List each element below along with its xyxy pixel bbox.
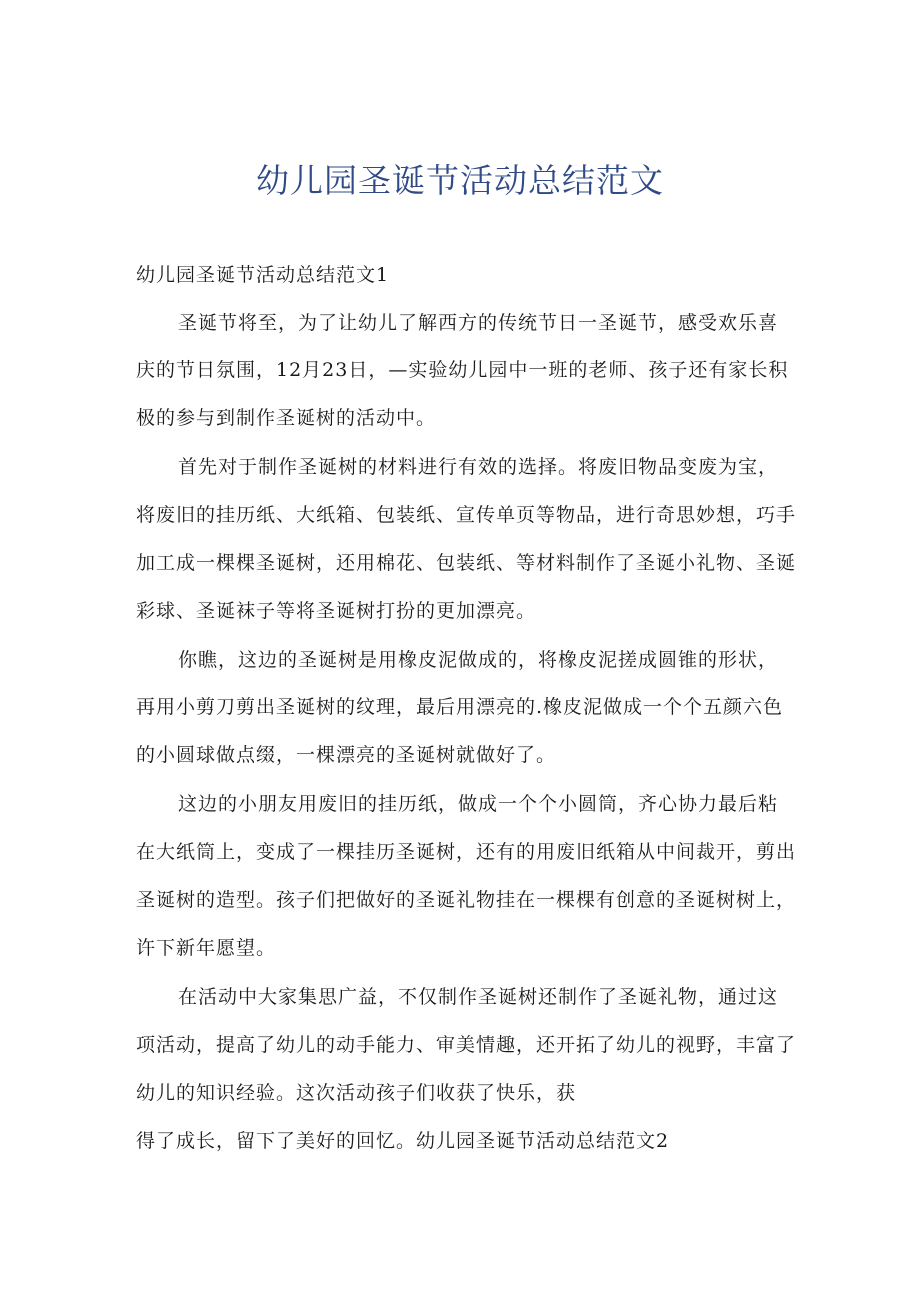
paragraph-5-line-3: 幼儿的知识经验。这次活动孩子们收获了快乐，获 <box>136 1082 577 1104</box>
paragraph-4-line-4: 许下新年愿望。 <box>136 937 277 959</box>
document-title: 幼儿园圣诞节活动总结范文 <box>256 161 664 200</box>
paragraph-1-line-2: 庆的节日氛围，12月23日，—实验幼儿园中一班的老师、孩子还有家长积 <box>136 359 789 381</box>
paragraph-2-line-1: 首先对于制作圣诞树的材料进行有效的选择。将废旧物品变废为宝， <box>178 456 779 478</box>
paragraph-2-line-2: 将废旧的挂历纸、大纸箱、包装纸、宣传单页等物品，进行奇思妙想，巧手 <box>136 504 797 526</box>
paragraph-4-line-3: 圣诞树的造型。孩子们把做好的圣诞礼物挂在一棵棵有创意的圣诞树树上， <box>136 889 797 911</box>
paragraph-2-line-4: 彩球、圣诞袜子等将圣诞树打扮的更加漂亮。 <box>136 600 537 622</box>
paragraph-3-line-2: 再用小剪刀剪出圣诞树的纹理，最后用漂亮的.橡皮泥做成一个个五颜六色 <box>136 696 784 718</box>
paragraph-5-line-4: 得了成长，留下了美好的回忆。幼儿园圣诞节活动总结范文2 <box>136 1130 670 1152</box>
paragraph-1-line-1: 圣诞节将至，为了让幼儿了解西方的传统节日一圣诞节，感受欢乐喜 <box>178 312 779 334</box>
paragraph-3-line-1: 你瞧，这边的圣诞树是用橡皮泥做成的，将橡皮泥搓成圆锥的形状， <box>178 649 779 671</box>
paragraph-1-line-3: 极的参与到制作圣诞树的活动中。 <box>136 407 437 429</box>
paragraph-5-line-1: 在活动中大家集思广益，不仅制作圣诞树还制作了圣诞礼物，通过这 <box>178 986 779 1008</box>
paragraph-4-line-1: 这边的小朋友用废旧的挂历纸，做成一个个小圆筒，齐心协力最后粘 <box>178 793 779 815</box>
paragraph-5-line-2: 项活动，提高了幼儿的动手能力、审美情趣，还开拓了幼儿的视野，丰富了 <box>136 1034 797 1056</box>
paragraph-2-line-3: 加工成一棵棵圣诞树，还用棉花、包装纸、等材料制作了圣诞小礼物、圣诞 <box>136 552 797 574</box>
section-heading: 幼儿园圣诞节活动总结范文1 <box>136 264 390 286</box>
paragraph-4-line-2: 在大纸筒上，变成了一棵挂历圣诞树，还有的用废旧纸箱从中间裁开，剪出 <box>136 841 797 863</box>
paragraph-3-line-3: 的小圆球做点缀，一棵漂亮的圣诞树就做好了。 <box>136 744 557 766</box>
